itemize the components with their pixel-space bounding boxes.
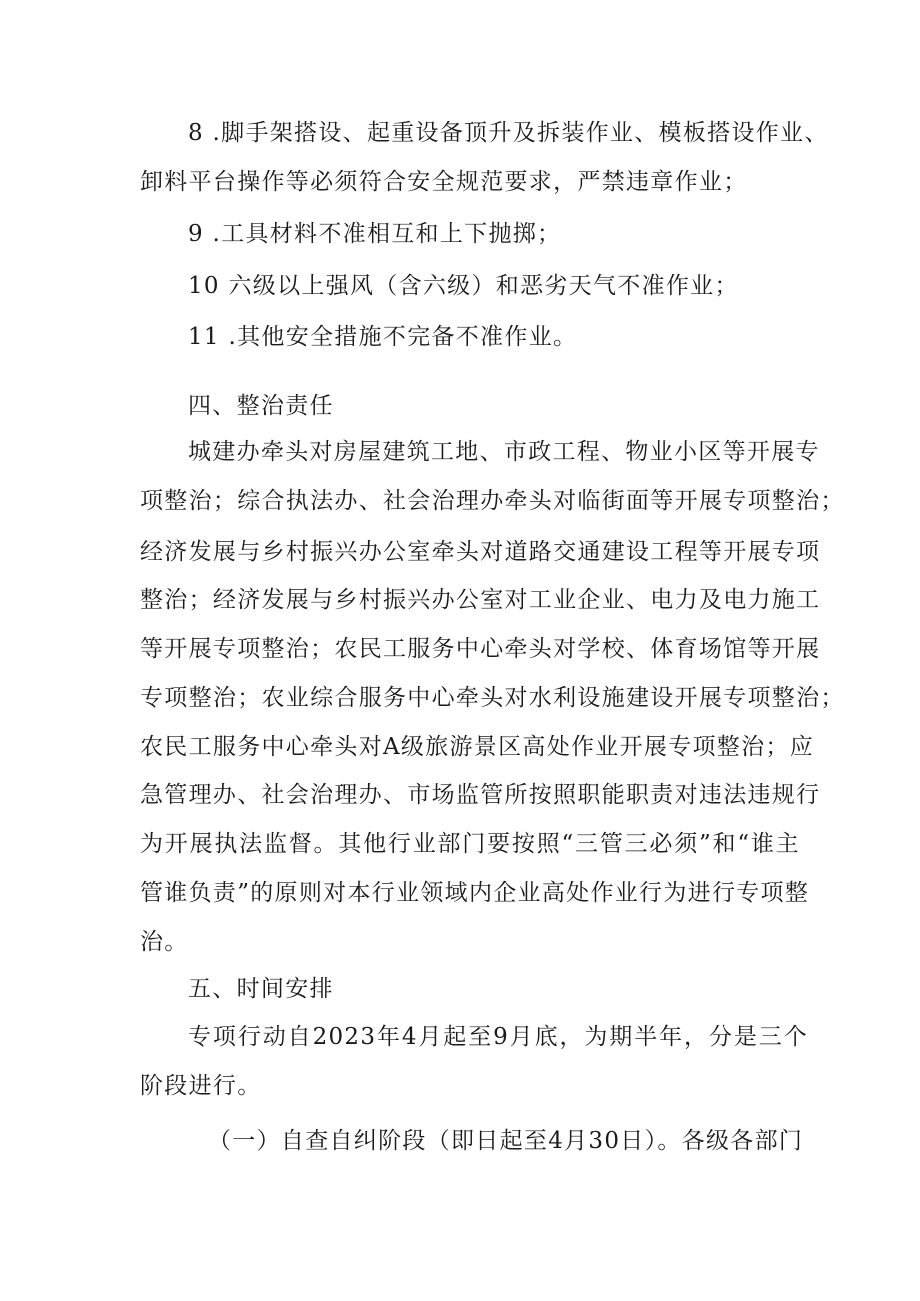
paragraph-line: 专项整治；农业综合服务中心牵头对水利设施建设开展专项整治；	[140, 685, 845, 711]
paragraph-line: 阶段进行。	[140, 1073, 262, 1099]
paragraph-line: 项整治；综合执法办、社会治理办牵头对临街面等开展专项整治；	[140, 488, 845, 514]
paragraph-line: 城建办牵头对房屋建筑工地、市政工程、物业小区等开展专	[188, 439, 820, 465]
paragraph-line: 等开展专项整治；农民工服务中心牵头对学校、体育场馆等开展	[140, 636, 821, 662]
list-item-8-line-1: 8 .脚手架搭设、起重设备顶升及拆装作业、模板搭设作业、	[188, 120, 829, 146]
paragraph-line: 管谁负责”的原则对本行业领域内企业高处作业行为进行专项整	[140, 880, 810, 906]
section-heading-schedule: 五、时间安排	[188, 976, 334, 1002]
paragraph-line: 经济发展与乡村振兴办公室牵头对道路交通建设工程等开展专项	[140, 539, 821, 565]
paragraph-line: 为开展执法监督。其他行业部门要按照“三管三必须”和“谁主	[140, 831, 800, 857]
section-heading-responsibility: 四、整治责任	[188, 393, 334, 419]
sub-heading-self-inspection: （一）自查自纠阶段（即日起至4月30日）。各级各部门	[208, 1128, 804, 1154]
paragraph-line: 急管理办、社会治理办、市场监管所按照职能职责对违法违规行	[140, 782, 821, 808]
paragraph-line: 专项行动自2023年4月起至9月底，为期半年，分是三个	[188, 1024, 808, 1050]
paragraph-line: 整治；经济发展与乡村振兴办公室对工业企业、电力及电力施工	[140, 587, 821, 613]
paragraph-line: 治。	[140, 929, 189, 955]
list-item-11: 11 .其他安全措施不完备不准作业。	[188, 324, 578, 350]
list-item-9: 9 .工具材料不准相互和上下抛掷；	[188, 221, 562, 247]
list-item-8-line-2: 卸料平台操作等必须符合安全规范要求，严禁违章作业；	[140, 169, 748, 195]
paragraph-line: 农民工服务中心牵头对A级旅游景区高处作业开展专项整治；应	[140, 734, 815, 760]
list-item-10: 10 六级以上强风（含六级）和恶劣天气不准作业；	[188, 273, 739, 299]
